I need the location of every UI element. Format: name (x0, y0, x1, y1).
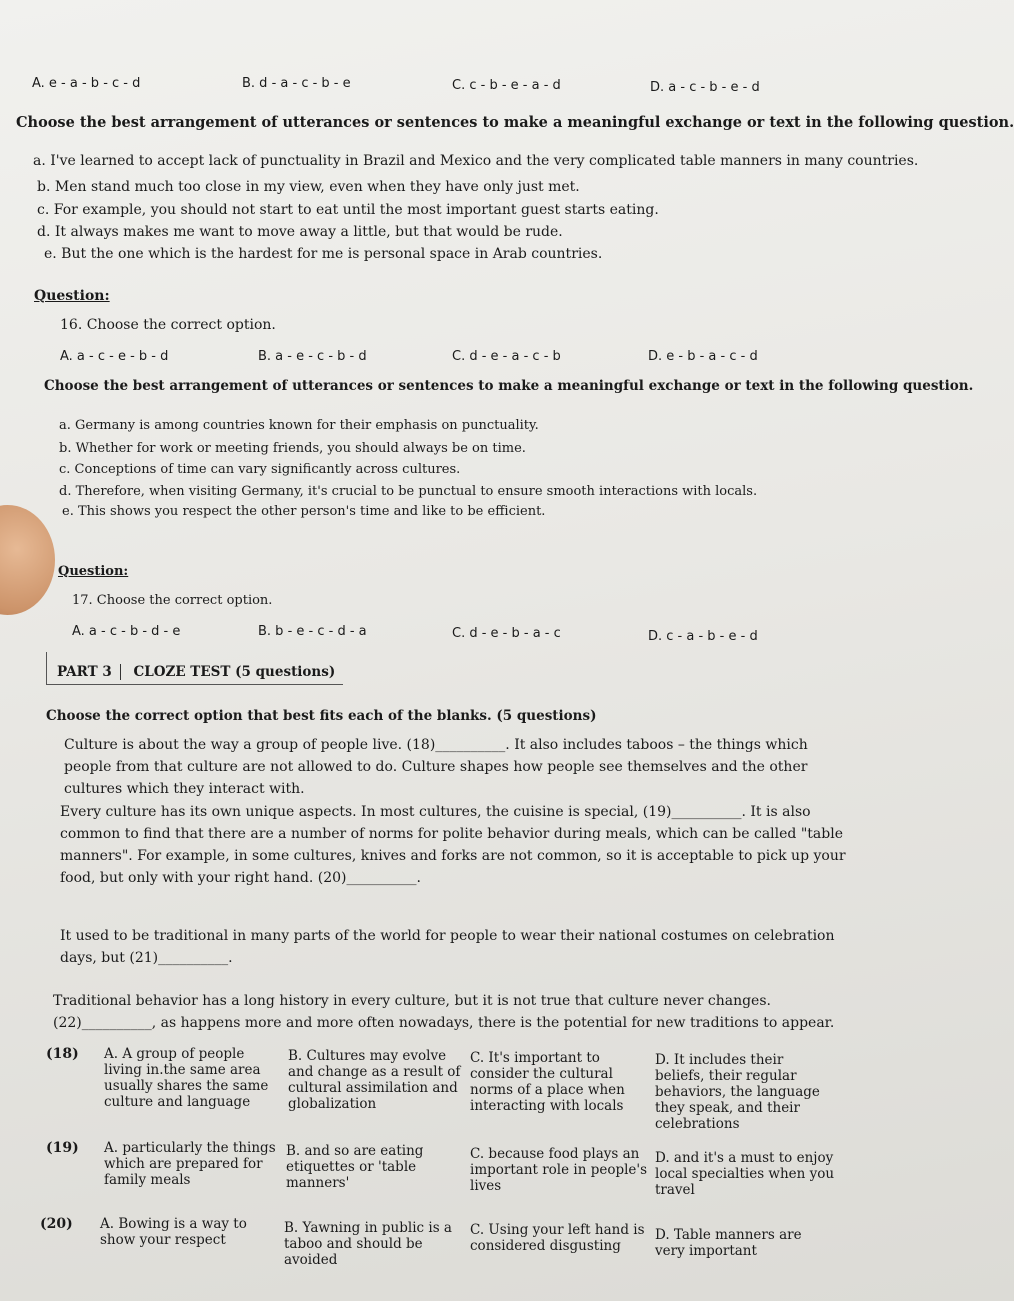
q20-option-c[interactable]: C. Using your left hand is considered disgusting (470, 1222, 645, 1254)
block2-instruction: Choose the best arrangement of utterances or sentences to make a meaningful exchange or text in the following question. (44, 378, 974, 394)
q19-option-b[interactable]: B. and so are eating etiquettes or 'table manners' (286, 1143, 424, 1191)
block2-question: 17. Choose the correct option. (72, 593, 273, 608)
finger-photo-artifact (0, 505, 55, 615)
q18-option-c[interactable]: C. It's important to consider the cultural norms of a place when interacting with locals (470, 1050, 625, 1114)
q17-option-d[interactable]: D. c - a - b - e - d (648, 629, 758, 644)
q19-option-d[interactable]: D. and it's a must to enjoy local specialties when you travel (655, 1150, 835, 1198)
block1-question: 16. Choose the correct option. (60, 317, 276, 333)
q20-number: (20) (40, 1216, 73, 1232)
q16-option-c[interactable]: C. d - e - a - c - b (452, 349, 561, 364)
q19-number: (19) (46, 1140, 79, 1156)
block1-item-e: e. But the one which is the hardest for me is personal space in Arab countries. (44, 246, 603, 262)
block1-item-d: d. It always makes me want to move away a little, but that would be rude. (37, 224, 563, 240)
part3-label: PART 3 (57, 664, 121, 680)
block2-item-b: b. Whether for work or meeting friends, you should always be on time. (59, 441, 526, 456)
q15-option-b[interactable]: B. d - a - c - b - e (242, 76, 351, 91)
part3-header (46, 652, 343, 685)
q16-option-d[interactable]: D. e - b - a - c - d (648, 349, 758, 364)
q15-option-a[interactable]: A. e - a - b - c - d (32, 76, 141, 91)
q18-option-d[interactable]: D. It includes their beliefs, their regular behaviors, the language they speak, and their celebrations (655, 1052, 820, 1132)
part3-title: CLOZE TEST (5 questions) (133, 664, 336, 680)
cloze-paragraph-4: Traditional behavior has a long history in every culture, but it is not true that culture never changes. (22)__________, as happens more and more often nowadays, there is the potential for new traditions to appear. (53, 993, 835, 1031)
q20-option-a[interactable]: A. Bowing is a way to show your respect (100, 1216, 247, 1248)
cloze-paragraph-1: Culture is about the way a group of people live. (18)__________. It also includes taboos – the things which people from that culture are not allowed to do. Culture shapes how people see themselves and the other cultures which they interact with. (64, 737, 808, 797)
block2-item-c: c. Conceptions of time can vary significantly across cultures. (59, 462, 461, 477)
block2-item-a: a. Germany is among countries known for their emphasis on punctuality. (59, 418, 539, 433)
block1-item-a: a. I've learned to accept lack of punctuality in Brazil and Mexico and the very complicated table manners in many countries. (33, 153, 919, 169)
q18-number: (18) (46, 1046, 79, 1062)
block1-instruction: Choose the best arrangement of utterances or sentences to make a meaningful exchange or text in the following question. (16, 114, 1014, 131)
q18-option-b[interactable]: B. Cultures may evolve and change as a result of cultural assimilation and globalization (288, 1048, 461, 1112)
part3-instruction: Choose the correct option that best fits each of the blanks. (5 questions) (46, 708, 597, 724)
q19-option-c[interactable]: C. because food plays an important role in people's lives (470, 1146, 648, 1194)
block1-question-label: Question: (34, 288, 110, 304)
q17-option-b[interactable]: B. b - e - c - d - a (258, 624, 367, 639)
q19-option-a[interactable]: A. particularly the things which are prepared for family meals (104, 1140, 276, 1188)
q17-option-a[interactable]: A. a - c - b - d - e (72, 624, 181, 639)
q16-option-a[interactable]: A. a - c - e - b - d (60, 349, 169, 364)
q16-option-b[interactable]: B. a - e - c - b - d (258, 349, 367, 364)
block2-question-label: Question: (58, 564, 129, 579)
q15-option-c[interactable]: C. c - b - e - a - d (452, 78, 561, 93)
block1-item-b: b. Men stand much too close in my view, even when they have only just met. (37, 179, 580, 195)
q15-option-d[interactable]: D. a - c - b - e - d (650, 80, 760, 95)
q18-option-a[interactable]: A. A group of people living in.the same area usually shares the same culture and language (104, 1046, 269, 1110)
block1-item-c: c. For example, you should not start to eat until the most important guest starts eating. (37, 202, 659, 218)
cloze-paragraph-3: It used to be traditional in many parts of the world for people to wear their national costumes on celebration days, but (21)__________. (60, 928, 835, 966)
block2-item-e: e. This shows you respect the other person's time and like to be efficient. (62, 504, 546, 519)
block2-item-d: d. Therefore, when visiting Germany, it's crucial to be punctual to ensure smooth interactions with locals. (59, 484, 758, 499)
q20-option-d[interactable]: D. Table manners are very important (655, 1227, 802, 1259)
cloze-paragraph-2: Every culture has its own unique aspects. In most cultures, the cuisine is special, (19)__________. It is also common to find that there are a number of norms for polite behavior during meals, which can be called "table manners". For example, in some cultures, knives and forks are not common, so it is acceptable to pick up your food, but only with your right hand. (20)__________. (60, 804, 846, 886)
q17-option-c[interactable]: C. d - e - b - a - c (452, 626, 561, 641)
q20-option-b[interactable]: B. Yawning in public is a taboo and should be avoided (284, 1220, 452, 1268)
